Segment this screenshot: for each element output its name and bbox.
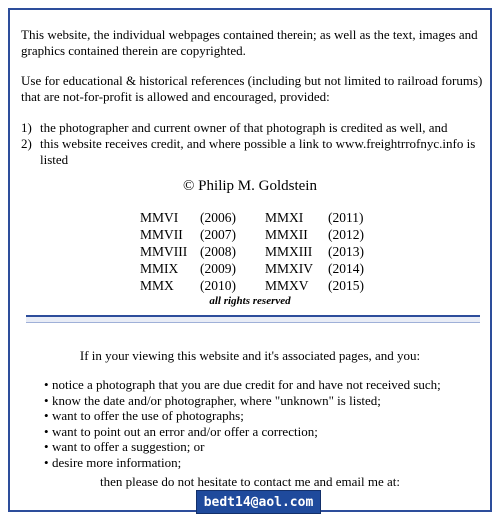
- condition-text: the photographer and current owner of that photograph is credited as well, and: [40, 120, 448, 135]
- arabic-year: (2011): [328, 210, 364, 225]
- section-divider: [26, 315, 480, 323]
- condition-text: this website receives credit, and where possible a link to www.freightrrofnyc.info is listed: [40, 136, 476, 167]
- copyright-years-table: [10, 209, 490, 294]
- list-item: • desire more information;: [44, 455, 441, 471]
- years-row: [10, 277, 490, 294]
- conditions-list: [21, 120, 484, 168]
- roman-year: MMVII: [140, 227, 183, 242]
- roman-year: MMVI: [140, 210, 179, 225]
- roman-year: MMXI: [265, 210, 304, 225]
- condition-item: [21, 136, 484, 168]
- arabic-year: (2010): [200, 278, 236, 293]
- arabic-year: (2009): [200, 261, 236, 276]
- arabic-year: (2014): [328, 261, 364, 276]
- roman-year: MMXV: [265, 278, 309, 293]
- list-item: • want to offer a suggestion; or: [44, 439, 441, 455]
- email-link[interactable]: bedt14@aol.com: [196, 490, 321, 514]
- contact-reasons-list: [44, 377, 441, 471]
- roman-year: MMX: [140, 278, 174, 293]
- roman-year: MMXIII: [265, 244, 313, 259]
- list-item: • know the date and/or photographer, where "unknown" is listed;: [44, 393, 441, 409]
- roman-year: MMVIII: [140, 244, 188, 259]
- arabic-year: (2015): [328, 278, 364, 293]
- roman-year: MMIX: [140, 261, 179, 276]
- arabic-year: (2013): [328, 244, 364, 259]
- years-row: [10, 209, 490, 226]
- copyright-holder: © Philip M. Goldstein: [183, 178, 317, 194]
- usage-terms-paragraph: Use for educational & historical references (including but not limited to railroad forums) that are not-for-profit is allowed and encouraged, provided:: [21, 73, 483, 104]
- arabic-year: (2007): [200, 227, 236, 242]
- arabic-year: (2012): [328, 227, 364, 242]
- condition-number: 2): [21, 136, 32, 151]
- years-row: [10, 243, 490, 260]
- arabic-year: (2006): [200, 210, 236, 225]
- years-row: [10, 260, 490, 277]
- condition-number: 1): [21, 120, 32, 135]
- contact-prompt: then please do not hesitate to contact me and email me at:: [100, 474, 400, 489]
- list-item: • want to offer the use of photographs;: [44, 408, 441, 424]
- list-item: • notice a photograph that you are due credit for and have not received such;: [44, 377, 441, 393]
- roman-year: MMXII: [265, 227, 308, 242]
- years-row: [10, 226, 490, 243]
- all-rights-reserved: all rights reserved: [209, 295, 291, 307]
- content-frame: [8, 8, 492, 512]
- contact-intro: If in your viewing this website and it's associated pages, and you:: [79, 348, 421, 363]
- arabic-year: (2008): [200, 244, 236, 259]
- roman-year: MMXIV: [265, 261, 314, 276]
- list-item: • want to point out an error and/or offer a correction;: [44, 424, 441, 440]
- condition-item: [21, 120, 484, 136]
- copyright-notice-paragraph: This website, the individual webpages contained therein; as well as the text, images and graphics contained therein are copyrighted.: [21, 27, 478, 58]
